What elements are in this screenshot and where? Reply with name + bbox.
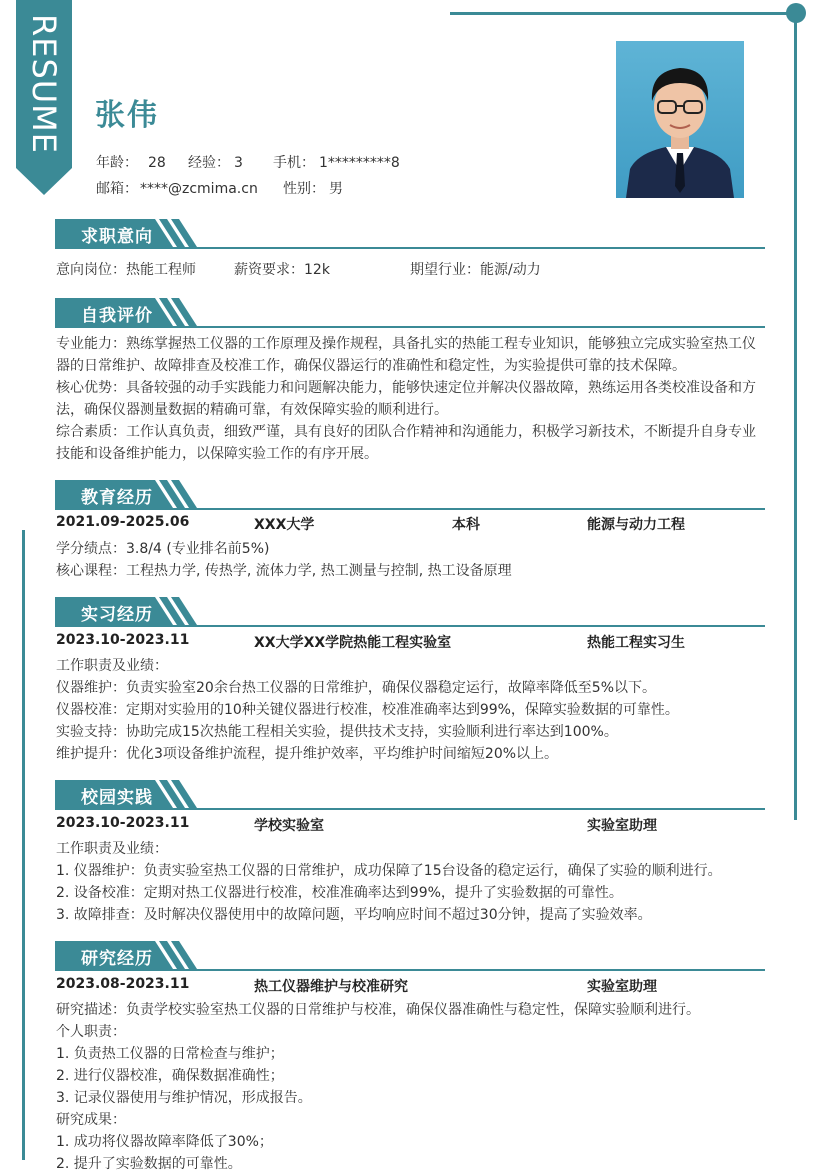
section-underline (55, 247, 765, 249)
section-campus-practice (55, 780, 765, 810)
education-header-row (56, 514, 766, 536)
section-job-intent (55, 219, 765, 249)
section-title: 自我评价 (81, 306, 153, 326)
gender-value: 男 (329, 181, 343, 197)
text-line: 研究描述：负责学校实验室热工仪器的日常维护与校准，确保仪器准确性与稳定性，保障实验顺利进行。 (56, 1002, 700, 1018)
gender-field (283, 178, 343, 198)
text-line: 维护提升：优化3项设备维护流程，提升维护效率，平均维护时间缩短20%以上。 (56, 746, 559, 762)
experience-field (188, 152, 243, 172)
campus-header-row (56, 815, 766, 837)
text-line: 学分绩点：3.8/4 (专业排名前5%) (56, 541, 270, 557)
section-education (55, 480, 765, 510)
internship-date: 2023.10-2023.11 (56, 632, 190, 648)
text-line: 个人职责： (56, 1024, 126, 1040)
text-line: 2. 进行仪器校准，确保数据准确性； (56, 1068, 284, 1084)
education-details (56, 538, 766, 582)
text-line: 工作职责及业绩： (56, 841, 168, 857)
section-underline (55, 508, 765, 510)
section-underline (55, 808, 765, 810)
section-title: 实习经历 (81, 605, 153, 625)
text-line: 专业能力：熟练掌握热工仪器的工作原理及操作规程，具备扎实的热能工程专业知识，能够独立完成实验室热工仪 (56, 336, 756, 352)
research-date: 2023.08-2023.11 (56, 976, 190, 992)
text-line: 2. 设备校准：定期对热工仪器进行校准，校准准确率达到99%，提升了实验数据的可靠性。 (56, 885, 623, 901)
left-decor-line (22, 530, 25, 1160)
internship-role: 热能工程实习生 (587, 635, 685, 651)
education-date: 2021.09-2025.06 (56, 514, 190, 530)
right-decor-line (794, 15, 797, 820)
candidate-name: 张伟 (95, 98, 159, 133)
phone-field (273, 152, 400, 172)
text-line: 仪器维护：负责实验室20余台热工仪器的日常维护，确保仪器稳定运行，故障率降低至5%以下。 (56, 680, 657, 696)
text-line: 法，确保仪器测量数据的精确可靠，有效保障实验的顺利进行。 (56, 402, 448, 418)
internship-org: XX大学XX学院热能工程实验室 (254, 635, 452, 651)
education-major: 能源与动力工程 (587, 517, 685, 533)
internship-header-row (56, 632, 766, 654)
internship-details (56, 655, 766, 765)
phone-label: 手机： (273, 155, 315, 171)
email-field (96, 178, 258, 198)
text-line: 1. 仪器维护：负责实验室热工仪器的日常维护，成功保障了15台设备的稳定运行，确保了实验的顺利进行。 (56, 863, 722, 879)
text-line: 技能和设备维护能力，以保障实验工作的有序开展。 (56, 446, 378, 462)
email-value: ****@zcmima.cn (140, 181, 258, 197)
campus-date: 2023.10-2023.11 (56, 815, 190, 831)
age-label: 年龄： (96, 155, 138, 171)
email-label: 邮箱： (96, 181, 138, 197)
campus-org: 学校实验室 (254, 818, 324, 834)
section-research (55, 941, 765, 971)
section-internship (55, 597, 765, 627)
experience-value: 3 (234, 155, 243, 171)
text-line: 3. 记录仪器使用与维护情况，形成报告。 (56, 1090, 312, 1106)
section-self-evaluation (55, 298, 765, 328)
research-role: 实验室助理 (587, 979, 657, 995)
section-underline (55, 625, 765, 627)
section-underline (55, 326, 765, 328)
education-degree: 本科 (452, 517, 480, 533)
text-line: 1. 负责热工仪器的日常检查与维护； (56, 1046, 284, 1062)
intent-industry: 期望行业：能源/动力 (410, 262, 541, 278)
text-line: 1. 成功将仪器故障率降低了30%； (56, 1134, 273, 1150)
self-evaluation-text (56, 333, 766, 465)
text-line: 2. 提升了实验数据的可靠性。 (56, 1156, 242, 1172)
intent-position: 意向岗位：热能工程师 (56, 262, 196, 278)
text-line: 实验支持：协助完成15次热能工程相关实验，提供技术支持，实验顺利进行率达到100%。 (56, 724, 618, 740)
text-line: 研究成果： (56, 1112, 126, 1128)
section-title: 校园实践 (81, 788, 153, 808)
research-header-row (56, 976, 766, 998)
resume-ribbon-label: RESUME (25, 13, 64, 155)
age-value: 28 (148, 155, 166, 171)
experience-label: 经验： (188, 155, 230, 171)
resume-ribbon-label-wrap (16, 0, 72, 168)
text-line: 工作职责及业绩： (56, 658, 168, 674)
section-title: 研究经历 (81, 949, 153, 969)
text-line: 核心优势：具备较强的动手实践能力和问题解决能力，能够快速定位并解决仪器故障，熟练运用各类校准设备和方 (56, 380, 756, 396)
text-line: 综合素质：工作认真负责，细致严谨，具有良好的团队合作精神和沟通能力，积极学习新技术，不断提升自身专业 (56, 424, 756, 440)
section-underline (55, 969, 765, 971)
text-line: 仪器校准：定期对实验用的10种关键仪器进行校准，校准准确率达到99%，保障实验数据的可靠性。 (56, 702, 679, 718)
section-title: 求职意向 (81, 227, 153, 247)
campus-role: 实验室助理 (587, 818, 657, 834)
phone-value: 1*********8 (319, 155, 400, 171)
research-title: 热工仪器维护与校准研究 (254, 979, 408, 995)
text-line: 器的日常维护、故障排查及校准工作，确保仪器运行的准确性和稳定性，为实验提供可靠的技术保障。 (56, 358, 686, 374)
text-line: 核心课程：工程热力学, 传热学, 流体力学, 热工测量与控制, 热工设备原理 (56, 563, 512, 579)
gender-label: 性别： (283, 181, 325, 197)
text-line: 3. 故障排查：及时解决仪器使用中的故障问题，平均响应时间不超过30分钟，提高了实验效率。 (56, 907, 652, 923)
section-title: 教育经历 (81, 488, 153, 508)
profile-photo (616, 41, 744, 198)
intent-salary: 薪资要求：12k (234, 262, 330, 278)
research-details (56, 999, 766, 1175)
age-field (96, 152, 166, 172)
campus-details (56, 838, 766, 926)
education-school: XXX大学 (254, 517, 315, 533)
top-decor-line (450, 12, 797, 15)
